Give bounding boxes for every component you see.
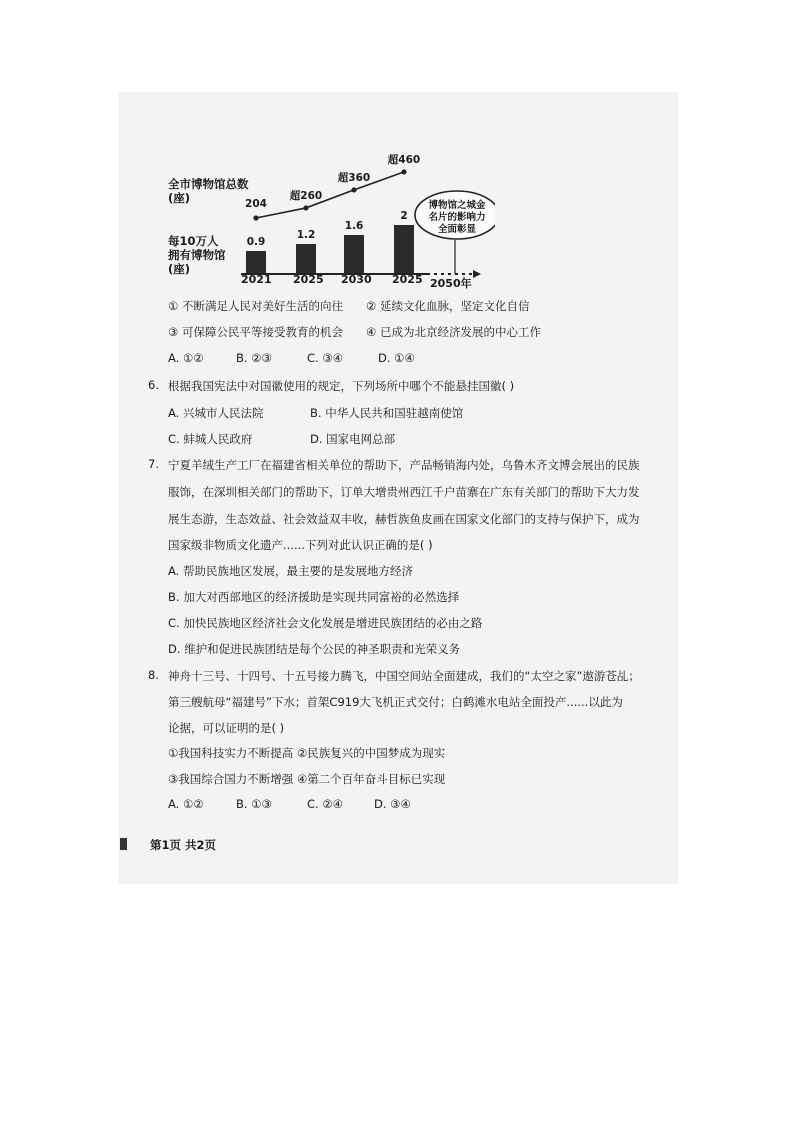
line-label-0: 204 (245, 198, 267, 210)
q6-option-c: C. 蚌城人民政府 (168, 432, 253, 446)
bar-label-2: 1.6 (344, 219, 364, 232)
q7-option-a: A. 帮助民族地区发展，最主要的是发展地方经济 (168, 564, 413, 578)
q7-stem-line1: 宁夏羊绒生产工厂在福建省相关单位的帮助下，产品畅销海内处，乌鲁木齐文博会展出的民族 (168, 458, 640, 472)
ylabel-per-line1: 每10万人 (168, 234, 219, 248)
q7-stem-line4: 国家级非物质文化遗产......下列对此认识正确的是( ) (168, 538, 433, 552)
line-label-2: 超360 (337, 171, 371, 184)
x-axis-arrow (473, 270, 481, 278)
ylabel-per-line2: 拥有博物馆 (168, 248, 226, 262)
q5-item-4: ④ 已成为北京经济发展的中心工作 (366, 325, 541, 339)
q8-stem-line2: 第三艘航母“福建号”下水；首架C919大飞机正式交付；白鹤滩水电站全面投产......以此为 (168, 695, 623, 709)
bar-1 (296, 244, 316, 273)
line-point-1 (303, 205, 308, 210)
line-label-3: 超460 (387, 153, 421, 166)
q6-option-a: A. 兴城市人民法院 (168, 406, 264, 420)
page-footer: 第1页 共2页 (150, 838, 217, 852)
x-tick-2025: 2025 (293, 273, 324, 286)
bar-3 (394, 225, 414, 273)
q5-option-c: C. ③④ (307, 351, 343, 365)
bar-0 (246, 251, 266, 273)
line-label-1: 超260 (289, 189, 323, 202)
line-point-3 (401, 169, 406, 174)
x-tick-2030: 2030 (341, 273, 372, 286)
q8-stem-line3: 论据，可以证明的是( ) (168, 721, 285, 735)
line-point-2 (351, 187, 356, 192)
q7-stem-line2: 服饰，在深圳相关部门的帮助下，订单大增贵州西江千户苗寨在广东有关部门的帮助下大力发 (168, 485, 640, 499)
q8-item-line2: ③我国综合国力不断增强 ④第二个百年奋斗目标已实现 (168, 772, 446, 786)
q7-option-b: B. 加大对西部地区的经济援助是实现共同富裕的必然选择 (168, 590, 460, 604)
q5-option-a: A. ①② (168, 351, 204, 365)
callout-line1: 博物馆之城金 (428, 200, 486, 211)
bar-label-3: 2 (400, 210, 408, 222)
chart-ylabel-per (168, 234, 226, 276)
callout-line2: 名片的影响力 (428, 212, 486, 223)
q8-option-b: B. ①③ (236, 797, 272, 811)
q8-option-a: A. ①② (168, 797, 204, 811)
q7-number: 7. (148, 457, 159, 471)
callout-line3: 全面彰显 (437, 224, 476, 235)
total-line (256, 172, 404, 218)
q7-option-c: C. 加快民族地区经济社会文化发展是增进民族团结的必由之路 (168, 616, 483, 630)
ylabel-total-unit: (座) (168, 191, 191, 205)
q8-item-line1: ①我国科技实力不断提高 ②民族复兴的中国梦成为现实 (168, 746, 446, 760)
bar-label-0: 0.9 (246, 236, 266, 249)
ylabel-per-unit: (座) (168, 262, 191, 276)
q8-number: 8. (148, 668, 159, 682)
q5-option-d: D. ①④ (378, 351, 415, 365)
q7-stem-line3: 展生态游，生态效益、社会效益双丰收，赫哲族鱼皮画在国家文化部门的支持与保护下，成为 (168, 512, 640, 526)
q5-item-2: ② 延续文化血脉，坚定文化自信 (366, 299, 530, 313)
q8-option-d: D. ③④ (374, 797, 411, 811)
ylabel-total-line: 全市博物馆总数 (168, 177, 249, 191)
q6-option-d: D. 国家电网总部 (310, 432, 396, 446)
q5-item-1: ① 不断满足人民对美好生活的向往 (168, 299, 343, 313)
line-point-0 (253, 215, 258, 220)
q8-stem-line1: 神舟十三号、十四号、十五号接力腾飞，中国空间站全面建成，我们的“太空之家”遨游苍乩； (168, 669, 640, 683)
q6-stem: 根据我国宪法中对国徽使用的规定，下列场所中哪个不能悬挂国徽( ) (168, 379, 515, 393)
q5-option-b: B. ②③ (236, 351, 272, 365)
q5-item-3: ③ 可保障公民平等接受教育的机会 (168, 325, 343, 339)
q8-option-c: C. ②④ (307, 797, 343, 811)
q6-option-b: B. 中华人民共和国驻越南使馆 (310, 406, 464, 420)
bar-2 (344, 235, 364, 273)
bar-label-1: 1.2 (296, 229, 316, 242)
x-tick-2025b: 2025 (392, 273, 423, 286)
x-tick-2021: 2021 (241, 273, 272, 286)
x-axis-end-label: 2050年 (430, 277, 472, 290)
q7-option-d: D. 维护和促进民族团结是每个公民的神圣职责和光荣义务 (168, 642, 461, 656)
footer-mark (120, 838, 127, 850)
q6-number: 6. (148, 378, 159, 392)
callout-text (420, 200, 494, 236)
